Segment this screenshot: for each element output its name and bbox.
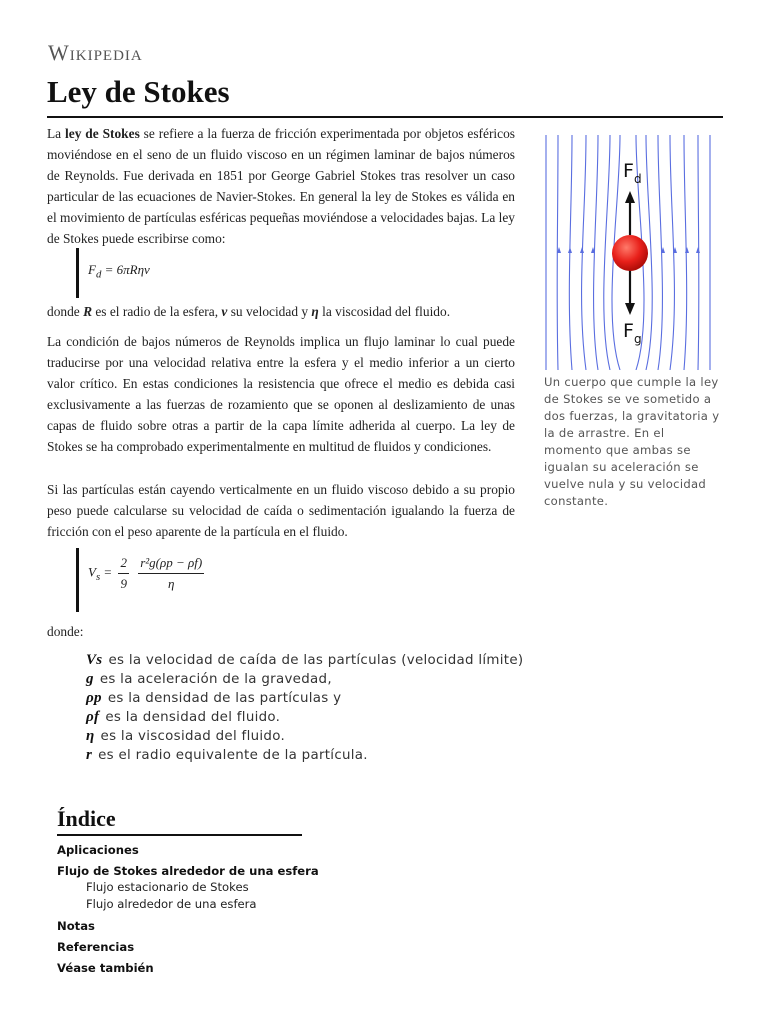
formula-bar [76, 548, 79, 612]
toc-item-aplicaciones[interactable]: Aplicaciones [57, 843, 139, 857]
toc-item-notas[interactable]: Notas [57, 919, 95, 933]
fraction-main: $\frac{\text{r²g(ρp − ρf)}}{\eta}$ [140, 555, 203, 591]
where-paragraph: donde R es el radio de la esfera, v su velocidad y η la viscosidad del fluido. [47, 304, 451, 319]
drag-force-arrow [625, 191, 635, 235]
toc-title: Índice [57, 806, 116, 831]
toc-divider [57, 834, 302, 836]
definition-list [86, 651, 523, 765]
term-bold: ley de Stokes [65, 126, 140, 141]
toc-item-flujo-stokes-esfera[interactable]: Flujo de Stokes alrededor de una esfera [57, 864, 319, 878]
wikipedia-logo[interactable]: Wikipedia [48, 40, 143, 65]
list-item: g es la aceleración de la gravedad, [86, 671, 332, 687]
intro-paragraph: La ley de Stokes se refiere a la fuerza de fricción experimentada por objetos esféricos moviéndose en el seno de un fluido viscoso en un régimen laminar de bajos números de Reynolds. Fue derivada en 1851 por George Gabriel Stokes tras resolver un caso particular de las ecuaciones de Navier-Stokes. En general la ley de Stokes es válida en el movimiento de partículas esféricas pequeñas moviéndose a velocidades bajas. La ley de Stokes puede escribirse como: [47, 126, 515, 246]
where-label: donde: [47, 624, 84, 639]
fraction-two-ninths: $\frac{2}{9}$ [120, 555, 127, 591]
sphere [612, 235, 648, 271]
list-item: η es la viscosidad del fluido. [86, 728, 286, 744]
toc-subitem-flujo-alrededor[interactable]: Flujo alrededor de una esfera [86, 897, 257, 911]
page-title: Ley de Stokes [47, 74, 230, 109]
figure-caption: Un cuerpo que cumple la ley de Stokes se ve sometido a dos fuerzas, la gravitatoria y la de arrastre. En el momento que ambas se igualan su aceleración se vuelve nula y su velocidad constante. [544, 375, 720, 508]
gravity-force-label: $F_g$ [623, 320, 642, 346]
toc-item-referencias[interactable]: Referencias [57, 940, 135, 954]
formula-bar [76, 248, 79, 298]
velocity-formula: $V_s$ = $\frac{2}{9}$ $\frac{\text{r²g(ρp − ρf)}}{\eta}$ [88, 555, 203, 591]
list-item: Vs es la velocidad de caída de las partículas (velocidad límite) [86, 652, 524, 668]
reynolds-paragraph: La condición de bajos números de Reynolds implica un flujo laminar lo cual puede traducirse por una velocidad relativa entre la esfera y el medio inferior a un cierto valor crítico. En estas condiciones la resistencia que ofrece el medio es debida casi exclusivamente a las fuerzas de rozamiento que se oponen al deslizamiento de unas capas de fluido sobre otras a partir de la capa límite adherida al cuerpo. La ley de Stokes se ha comprobado experimentalmente en multitud de fluidos y condiciones. [47, 334, 515, 454]
toc-subitem-flujo-estacionario[interactable]: Flujo estacionario de Stokes [86, 880, 249, 894]
list-item: ρp es la densidad de las partículas y [86, 690, 342, 706]
stokes-flow-figure[interactable] [538, 135, 718, 370]
gravity-force-arrow [625, 269, 635, 315]
title-divider [47, 116, 723, 118]
list-item: r es el radio equivalente de la partícula. [86, 747, 368, 763]
drag-force-label: $F_d$ [623, 160, 642, 186]
sedimentation-paragraph: Si las partículas están cayendo verticalmente en un fluido viscoso debido a su propio peso puede calcularse su velocidad de caída o sedimentación igualando la fuerza de fricción con el peso aparente de la partícula en el fluido. [47, 482, 515, 539]
stokes-formula: $F_d = 6\pi R\eta v$ [88, 262, 150, 281]
toc-item-vease-tambien[interactable]: Véase también [57, 961, 154, 975]
list-item: ρf es la densidad del fluido. [86, 709, 281, 725]
